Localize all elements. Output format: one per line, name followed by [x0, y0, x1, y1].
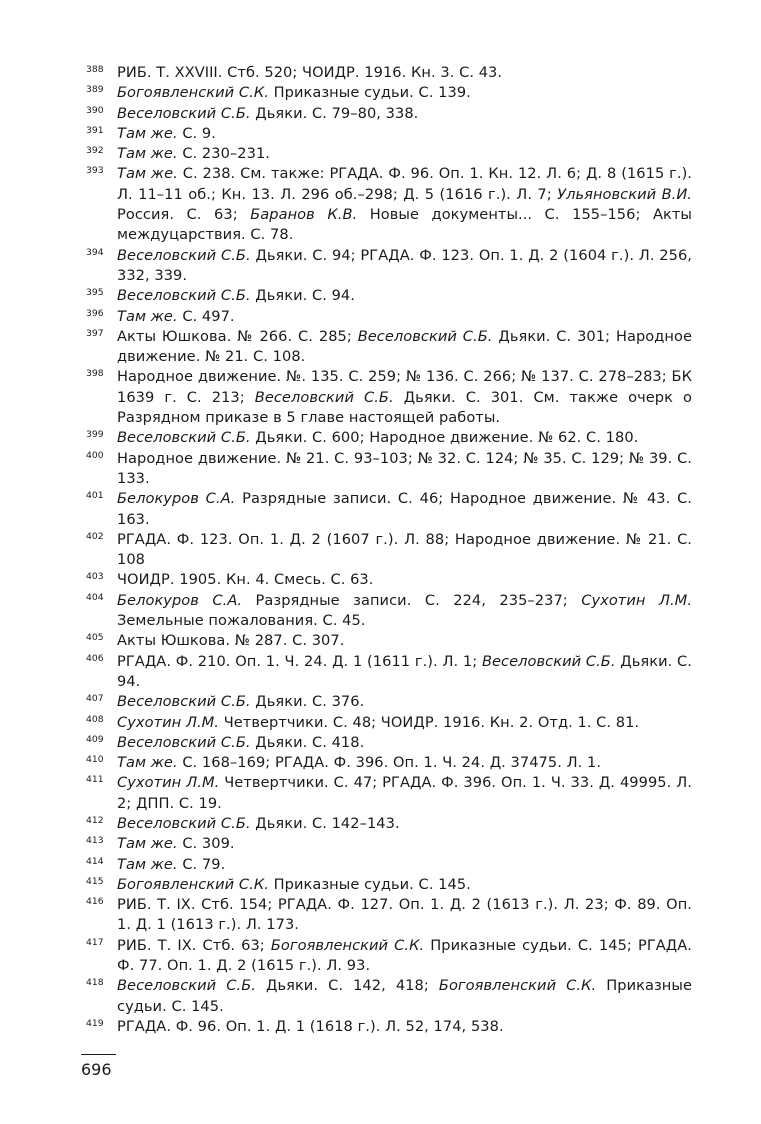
footnote-author: Сухотин Л.М.: [581, 591, 693, 609]
footnote-number: 392: [86, 145, 104, 157]
footnote-text: [117, 632, 344, 649]
page-number: 696: [81, 1060, 112, 1079]
footnote-number: 388: [86, 64, 104, 75]
footnote-text: [117, 105, 418, 122]
footnote: [86, 936, 692, 977]
footnote-author: Там же.: [117, 145, 178, 163]
footnote-number: 403: [86, 571, 104, 583]
footnote-text: [117, 714, 639, 731]
footnote: [86, 875, 692, 895]
footnote-author: Веселовский С.Б.: [117, 429, 251, 447]
footnote-text: [117, 531, 692, 568]
footnote: [86, 591, 692, 632]
footnote: [86, 104, 692, 124]
footnote: [86, 570, 692, 590]
footnote-text: [117, 247, 692, 284]
footnote-author: Веселовский С.Б.: [117, 693, 251, 711]
footnote-segment: Дьяки. С. 142–143.: [250, 814, 400, 832]
footnote-number: 416: [86, 896, 104, 908]
footnote-text: [117, 734, 364, 751]
footnote-text: [117, 815, 400, 832]
footnote-author: Веселовский С.Б.: [117, 104, 251, 122]
footnote-author: Там же.: [117, 754, 178, 772]
footnote-number: 391: [86, 124, 104, 136]
footnote-segment: Дьяки. С. 94; РГАДА. Ф. 123. Оп. 1. Д. 2 (1604 г.). Л. 256, 332, 339.: [117, 246, 692, 284]
footnote-segment: С. 230–231.: [177, 145, 270, 163]
footnote-segment: Дьяки. С. 301; Народное движение. № 21. С. 108.: [117, 327, 692, 366]
footnote-number: 410: [86, 754, 104, 766]
footnote-text: [117, 429, 638, 446]
footnote: [86, 1017, 692, 1037]
footnote: [86, 692, 692, 712]
footnote-author: Веселовский С.Б.: [357, 327, 493, 345]
footnote-segment: Новые документы... С. 155–156; Акты междуцарствия. С. 78.: [117, 206, 693, 244]
footnote-author: Там же.: [117, 165, 178, 183]
footnote-segment: Разрядные записи. С. 46; Народное движение. № 43. С. 163.: [117, 490, 692, 528]
footnote-number: 402: [86, 530, 104, 542]
footnote: [86, 286, 692, 306]
footnote: [86, 855, 692, 875]
footnote-segment: Народное движение. №. 135. С. 259; № 136. С. 266; № 137. С. 278–283; БК 1639 г. С. 213;: [117, 368, 692, 406]
footnote-text: [117, 328, 692, 365]
footnotes-list: [86, 63, 692, 1037]
footnote-author: Баранов К.В.: [250, 206, 358, 224]
footnote-segment: С. 309.: [177, 835, 235, 853]
footnote-author: Веселовский С.Б.: [117, 814, 251, 832]
footnote-author: Веселовский С.Б.: [481, 652, 616, 670]
footnote-segment: Разрядные записи. С. 224, 235–237;: [242, 591, 582, 609]
footnote-number: 389: [86, 84, 104, 96]
footnote-author: Веселовский С.Б.: [117, 977, 256, 995]
footnote: [86, 733, 692, 753]
footnote-number: 415: [86, 875, 104, 887]
footnote-number: 406: [86, 652, 104, 664]
footnote-author: Богоявленский С.К.: [117, 875, 269, 893]
footnote-segment: Дьяки. С. 79–80, 338.: [250, 104, 419, 122]
footnote-number: 409: [86, 733, 104, 745]
footnote-text: [117, 571, 373, 588]
footnote: [86, 652, 692, 693]
footnote-number: 411: [86, 774, 104, 786]
footnote-segment: Дьяки. С. 376.: [250, 693, 365, 711]
footnote-author: Белокуров С.А.: [117, 591, 243, 609]
footnote-segment: РИБ. Т. IX. Стб. 63;: [117, 936, 271, 954]
footnote-number: 400: [86, 449, 104, 461]
footnote-segment: РГАДА. Ф. 123. Оп. 1. Д. 2 (1607 г.). Л. 88; Народное движение. № 21. С. 108: [117, 530, 692, 569]
footnote-segment: Дьяки. С. 301. См. также очерк о Разрядном приказе в 5 главе настоящей работы.: [117, 388, 692, 427]
footnote-number: 394: [86, 246, 104, 258]
footnote-text: [117, 774, 692, 811]
footnote-segment: Народное движение. № 21. С. 93–103; № 32. С. 124; № 35. С. 129; № 39. С. 133.: [117, 449, 692, 487]
footnote-text: [117, 368, 692, 426]
footnote: [86, 814, 692, 834]
footnote: [86, 164, 692, 245]
footnote-text: [117, 125, 216, 142]
footnote-number: 390: [86, 104, 104, 116]
footnote-segment: Дьяки. С. 418.: [250, 733, 365, 751]
footnote-author: Сухотин Л.М.: [117, 774, 220, 792]
footnote-segment: Приказные судьи. С. 139.: [268, 84, 471, 102]
footnote: [86, 631, 692, 651]
footnote: [86, 976, 692, 1017]
footnote-author: Веселовский С.Б.: [254, 388, 394, 406]
footnote-text: [117, 490, 692, 527]
footnote-text: [117, 1018, 504, 1035]
footnote-segment: Дьяки. С. 600; Народное движение. № 62. С. 180.: [250, 429, 639, 447]
footnote-text: [117, 450, 692, 487]
footnote-segment: Дьяки. С. 142, 418;: [255, 977, 439, 995]
footnote: [86, 246, 692, 287]
footnote: [86, 144, 692, 164]
footnote-author: Там же.: [117, 835, 178, 853]
footnote-text: [117, 653, 692, 690]
footnote-segment: РИБ. Т. XXVIII. Стб. 520; ЧОИДР. 1916. Кн. 3. С. 43.: [117, 64, 503, 81]
footnote-segment: Приказные судьи. С. 145.: [268, 875, 471, 893]
footnote-number: 397: [86, 327, 104, 339]
footnote-author: Сухотин Л.М.: [117, 713, 220, 731]
footnote-author: Богоявленский С.К.: [438, 977, 597, 995]
footnote-number: 393: [86, 165, 104, 177]
footnote-text: [117, 937, 692, 974]
footnote-text: [117, 896, 692, 933]
footnote-segment: С. 497.: [177, 307, 235, 325]
footnote: [86, 63, 692, 83]
footnote: [86, 489, 692, 530]
footnote-number: 401: [86, 490, 104, 502]
footnote: [86, 124, 692, 144]
footnote-segment: Россия. С. 63;: [117, 206, 251, 224]
footnote: [86, 367, 692, 428]
footnote-author: Там же.: [117, 124, 178, 142]
footnote-segment: Земельные пожалования. С. 45.: [117, 612, 366, 630]
footnote-segment: Акты Юшкова. № 266. С. 285;: [117, 327, 358, 345]
footnote-author: Белокуров С.А.: [117, 490, 236, 508]
footnote-segment: РГАДА. Ф. 210. Оп. 1. Ч. 24. Д. 1 (1611 г.). Л. 1;: [117, 652, 482, 670]
footnote-number: 405: [86, 632, 104, 644]
footnote: [86, 83, 692, 103]
footnote-author: Ульяновский В.И.: [557, 185, 692, 203]
footnote-text: [117, 856, 225, 873]
footnote-segment: РИБ. Т. IX. Стб. 154; РГАДА. Ф. 127. Оп. 1. Д. 2 (1613 г.). Л. 23; Ф. 89. Оп. 1. Д. 1 (1613 г.). Л. 173.: [117, 896, 692, 934]
footnote-text: [117, 754, 601, 771]
footnote-number: 398: [86, 368, 104, 380]
footnote-text: [117, 308, 235, 325]
footnote-segment: С. 79.: [177, 855, 226, 873]
footnote-text: [117, 165, 692, 243]
footnote-number: 399: [86, 429, 104, 441]
footnote-author: Богоявленский С.К.: [270, 936, 425, 954]
footnote: [86, 834, 692, 854]
footnote: [86, 753, 692, 773]
footnote-segment: С. 168–169; РГАДА. Ф. 396. Оп. 1. Ч. 24. Д. 37475. Л. 1.: [177, 754, 602, 772]
footnote-number: 412: [86, 814, 104, 826]
footnote: [86, 307, 692, 327]
footnote-author: Там же.: [117, 307, 178, 325]
footnote-number: 404: [86, 591, 104, 603]
footnote-text: [117, 64, 502, 81]
footnote-segment: Дьяки. С. 94.: [117, 652, 692, 690]
footnote: [86, 773, 692, 814]
footnote-number: 395: [86, 287, 104, 299]
footnote-text: [117, 287, 355, 304]
footnote-number: 417: [86, 936, 104, 948]
footnote-number: 414: [86, 855, 104, 867]
footnote-text: [117, 145, 270, 162]
footnote-text: [117, 835, 235, 852]
footnote-segment: Четвертчики. С. 47; РГАДА. Ф. 396. Оп. 1. Ч. 33. Д. 49995. Л. 2; ДПП. С. 19.: [117, 774, 692, 812]
footnote: [86, 428, 692, 448]
footnote-author: Веселовский С.Б.: [117, 246, 251, 264]
footnote-author: Веселовский С.Б.: [117, 733, 251, 751]
footnote-author: Веселовский С.Б.: [117, 287, 251, 305]
footnote-number: 396: [86, 307, 104, 319]
footnote-segment: С. 9.: [177, 124, 216, 142]
footnote: [86, 327, 692, 368]
footnote-text: [117, 84, 471, 101]
footnote-number: 419: [86, 1017, 104, 1029]
footnote-segment: Акты Юшкова. № 287. С. 307.: [117, 632, 345, 650]
footnote: [86, 713, 692, 733]
footnote: [86, 449, 692, 490]
footnote: [86, 530, 692, 571]
footnote: [86, 895, 692, 936]
footnote-segment: Приказные судьи. С. 145; РГАДА. Ф. 77. Оп. 1. Д. 2 (1615 г.). Л. 93.: [117, 936, 692, 975]
footnote-number: 413: [86, 835, 104, 847]
footnote-text: [117, 977, 692, 1014]
footnote-number: 407: [86, 693, 104, 705]
footnote-segment: Приказные судьи. С. 145.: [117, 977, 692, 1015]
footnote-text: [117, 693, 364, 710]
footnote-number: 408: [86, 713, 104, 725]
footnote-segment: Четвертчики. С. 48; ЧОИДР. 1916. Кн. 2. Отд. 1. С. 81.: [219, 713, 640, 731]
footnote-segment: ЧОИДР. 1905. Кн. 4. Смесь. С. 63.: [117, 571, 374, 589]
footnote-text: [117, 592, 692, 629]
footer-rule: [81, 1054, 116, 1055]
footnote-text: [117, 876, 471, 893]
footnote-number: 418: [86, 977, 104, 989]
footnote-author: Богоявленский С.К.: [117, 84, 269, 102]
footnote-author: Там же.: [117, 855, 178, 873]
footnote-segment: Дьяки. С. 94.: [250, 287, 355, 305]
footnote-segment: РГАДА. Ф. 96. Оп. 1. Д. 1 (1618 г.). Л. 52, 174, 538.: [117, 1017, 504, 1035]
footnote-segment: С. 238. См. также: РГАДА. Ф. 96. Оп. 1. Кн. 12. Л. 6; Д. 8 (1615 г.). Л. 11–11 об.; Кн. 13. Л. 296 об.–298; Д. 5 (1616 г.). Л. 7;: [117, 165, 692, 203]
